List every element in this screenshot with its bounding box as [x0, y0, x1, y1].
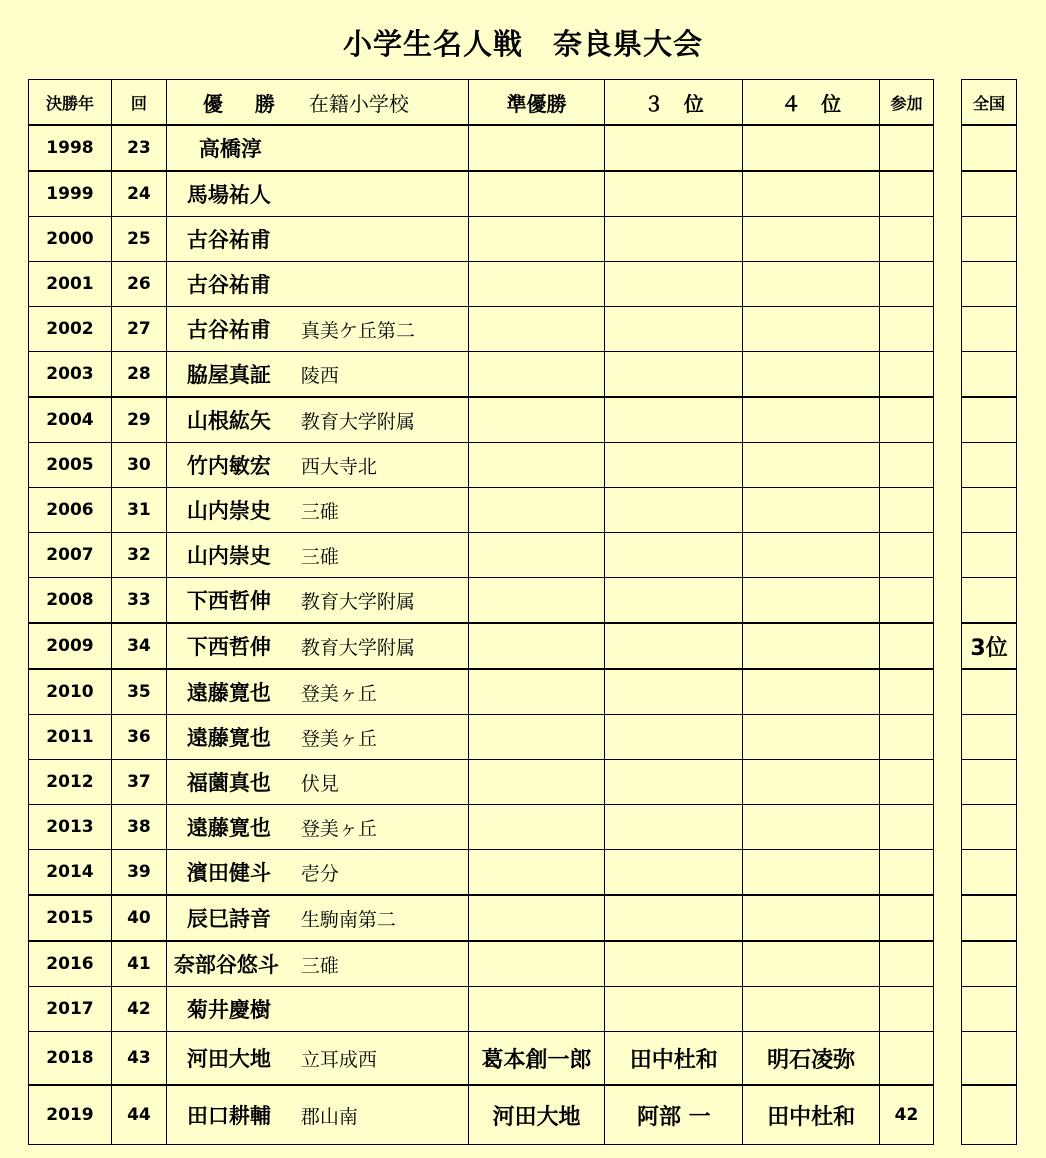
winner-name: 下西哲伸: [186, 589, 271, 613]
school-name: 登美ヶ丘: [300, 728, 377, 750]
table-row: [29, 171, 934, 217]
participants-cell: [880, 533, 934, 578]
table-row: [29, 578, 934, 624]
third-cell: [605, 262, 743, 307]
national-row: [962, 262, 1017, 307]
fourth-cell: [743, 850, 880, 896]
winner-name: 山内崇史: [186, 499, 271, 523]
runner-up-cell: [468, 488, 605, 533]
round-cell: 34: [111, 623, 166, 669]
fourth-cell: [743, 262, 880, 307]
winner-name: 山内崇史: [186, 544, 271, 568]
national-cell: [962, 307, 1017, 352]
school-name: 郡山南: [300, 1106, 358, 1128]
year-cell: 2006: [29, 488, 112, 533]
participants-cell: [880, 125, 934, 171]
year-cell: 2001: [29, 262, 112, 307]
fourth-cell: [743, 669, 880, 715]
national-row: [962, 488, 1017, 533]
fourth-cell: [743, 352, 880, 398]
winner-cell: [166, 125, 468, 171]
runner-up-cell: [468, 578, 605, 624]
third-cell: [605, 352, 743, 398]
winner-name: 高橋淳: [198, 137, 262, 161]
school-name: 三碓: [300, 501, 339, 523]
school-name: 教育大学附属: [300, 411, 415, 433]
header-runner-up: 準優勝: [468, 80, 605, 126]
runner-up-cell: [468, 669, 605, 715]
table-row: [29, 397, 934, 443]
third-cell: [605, 125, 743, 171]
national-header-row: [962, 80, 1017, 126]
table-row: [29, 895, 934, 941]
winner-name: 遠藤寛也: [186, 681, 271, 705]
participants-cell: [880, 352, 934, 398]
year-cell: 2019: [29, 1085, 112, 1145]
winner-name: 奈部谷悠斗: [173, 953, 279, 977]
runner-up-cell: [468, 397, 605, 443]
table-row: [29, 715, 934, 760]
third-cell: 阿部 一: [605, 1085, 743, 1145]
national-row: [962, 669, 1017, 715]
school-name: 立耳成西: [300, 1049, 377, 1071]
participants-cell: [880, 669, 934, 715]
third-cell: [605, 623, 743, 669]
winner-name: 古谷祐甫: [186, 228, 271, 252]
third-cell: [605, 488, 743, 533]
national-row: [962, 850, 1017, 896]
national-cell: [962, 760, 1017, 805]
fourth-cell: [743, 623, 880, 669]
runner-up-cell: [468, 443, 605, 488]
runner-up-cell: 河田大地: [468, 1085, 605, 1145]
national-row: [962, 171, 1017, 217]
winner-name: 福薗真也: [186, 771, 271, 795]
runner-up-cell: [468, 987, 605, 1032]
winner-cell: [166, 941, 468, 987]
school-name: 西大寺北: [300, 456, 377, 478]
year-cell: 2017: [29, 987, 112, 1032]
table-row: [29, 262, 934, 307]
school-name: [299, 275, 301, 297]
year-cell: 2002: [29, 307, 112, 352]
school-name: 壱分: [300, 863, 339, 885]
national-row: [962, 623, 1017, 669]
year-cell: 1998: [29, 125, 112, 171]
winner-cell: [166, 217, 468, 262]
runner-up-cell: [468, 352, 605, 398]
fourth-cell: [743, 715, 880, 760]
participants-cell: [880, 443, 934, 488]
round-cell: 38: [111, 805, 166, 850]
fourth-cell: 明石凌弥: [743, 1032, 880, 1086]
year-cell: 2000: [29, 217, 112, 262]
winner-cell: [166, 533, 468, 578]
results-table: [28, 79, 934, 1145]
school-name: 教育大学附属: [300, 637, 415, 659]
fourth-cell: [743, 171, 880, 217]
header-participants: 参加: [880, 80, 934, 126]
national-cell: [962, 443, 1017, 488]
school-name: [311, 139, 313, 161]
national-row: [962, 443, 1017, 488]
header-winner: [166, 80, 468, 126]
year-cell: 2009: [29, 623, 112, 669]
school-name: 真美ケ丘第二: [300, 320, 415, 342]
national-table: [961, 79, 1017, 1145]
year-cell: 2012: [29, 760, 112, 805]
third-cell: [605, 171, 743, 217]
round-cell: 41: [111, 941, 166, 987]
runner-up-cell: 葛本創一郎: [468, 1032, 605, 1086]
winner-cell: [166, 895, 468, 941]
third-cell: [605, 895, 743, 941]
year-cell: 2016: [29, 941, 112, 987]
national-row: [962, 941, 1017, 987]
fourth-cell: [743, 125, 880, 171]
year-cell: 2013: [29, 805, 112, 850]
third-cell: [605, 217, 743, 262]
national-row: [962, 533, 1017, 578]
school-name: 伏見: [300, 773, 339, 795]
fourth-cell: [743, 578, 880, 624]
runner-up-cell: [468, 125, 605, 171]
participants-cell: [880, 850, 934, 896]
fourth-cell: [743, 987, 880, 1032]
national-cell: [962, 262, 1017, 307]
national-row: [962, 578, 1017, 624]
table-row: [29, 1085, 934, 1145]
winner-cell: [166, 1032, 468, 1086]
participants-cell: [880, 397, 934, 443]
winner-name: 古谷祐甫: [186, 273, 271, 297]
round-cell: 30: [111, 443, 166, 488]
round-cell: 40: [111, 895, 166, 941]
third-cell: [605, 397, 743, 443]
round-cell: 24: [111, 171, 166, 217]
header-round: 回: [111, 80, 166, 126]
round-cell: 32: [111, 533, 166, 578]
table-row: [29, 533, 934, 578]
table-row: [29, 217, 934, 262]
national-row: [962, 125, 1017, 171]
winner-cell: [166, 171, 468, 217]
year-cell: 2011: [29, 715, 112, 760]
winner-cell: [166, 578, 468, 624]
national-row: [962, 307, 1017, 352]
fourth-cell: 田中杜和: [743, 1085, 880, 1145]
participants-cell: [880, 1032, 934, 1086]
runner-up-cell: [468, 307, 605, 352]
table-row: [29, 850, 934, 896]
third-cell: [605, 760, 743, 805]
year-cell: 2003: [29, 352, 112, 398]
winner-name: 辰巳詩音: [186, 907, 271, 931]
round-cell: 35: [111, 669, 166, 715]
third-cell: [605, 533, 743, 578]
round-cell: 36: [111, 715, 166, 760]
national-cell: [962, 578, 1017, 624]
winner-cell: [166, 488, 468, 533]
table-row: [29, 669, 934, 715]
winner-name: 遠藤寛也: [186, 726, 271, 750]
national-cell: [962, 488, 1017, 533]
national-cell: [962, 397, 1017, 443]
participants-cell: [880, 488, 934, 533]
third-cell: [605, 941, 743, 987]
third-cell: [605, 715, 743, 760]
winner-cell: [166, 805, 468, 850]
runner-up-cell: [468, 533, 605, 578]
participants-cell: [880, 987, 934, 1032]
school-name: [299, 230, 301, 252]
participants-cell: [880, 715, 934, 760]
table-row: [29, 623, 934, 669]
third-cell: [605, 987, 743, 1032]
winner-cell: [166, 352, 468, 398]
fourth-cell: [743, 533, 880, 578]
year-cell: 2015: [29, 895, 112, 941]
winner-cell: [166, 397, 468, 443]
national-cell: [962, 895, 1017, 941]
school-name: 生駒南第二: [300, 909, 396, 931]
winner-cell: [166, 715, 468, 760]
round-cell: 33: [111, 578, 166, 624]
table-row: [29, 443, 934, 488]
participants-cell: [880, 307, 934, 352]
fourth-cell: [743, 941, 880, 987]
national-cell: [962, 850, 1017, 896]
page-title: 小学生名人戦 奈良県大会: [342, 27, 703, 61]
winner-cell: [166, 669, 468, 715]
runner-up-cell: [468, 217, 605, 262]
national-cell: [962, 669, 1017, 715]
national-row: [962, 715, 1017, 760]
winner-cell: [166, 443, 468, 488]
fourth-cell: [743, 307, 880, 352]
national-cell: [962, 125, 1017, 171]
header-national: 全国: [962, 80, 1017, 126]
national-row: [962, 760, 1017, 805]
fourth-cell: [743, 895, 880, 941]
national-row: [962, 1032, 1017, 1086]
national-cell: [962, 352, 1017, 398]
runner-up-cell: [468, 850, 605, 896]
national-row: [962, 217, 1017, 262]
table-row: [29, 941, 934, 987]
header-third: ３ 位: [605, 80, 743, 126]
fourth-cell: [743, 217, 880, 262]
year-cell: 2010: [29, 669, 112, 715]
national-cell: [962, 715, 1017, 760]
year-cell: 1999: [29, 171, 112, 217]
national-cell: [962, 533, 1017, 578]
national-row: [962, 987, 1017, 1032]
winner-name: 下西哲伸: [186, 635, 271, 659]
national-row: [962, 1085, 1017, 1145]
runner-up-cell: [468, 805, 605, 850]
runner-up-cell: [468, 760, 605, 805]
round-cell: 28: [111, 352, 166, 398]
national-cell: [962, 805, 1017, 850]
runner-up-cell: [468, 895, 605, 941]
table-row: [29, 1032, 934, 1086]
third-cell: 田中杜和: [605, 1032, 743, 1086]
winner-cell: [166, 262, 468, 307]
fourth-cell: [743, 760, 880, 805]
year-cell: 2018: [29, 1032, 112, 1086]
round-cell: 44: [111, 1085, 166, 1145]
header-year: 決勝年: [29, 80, 112, 126]
participants-cell: [880, 805, 934, 850]
winner-name: 古谷祐甫: [186, 318, 271, 342]
winner-name: 竹内敏宏: [186, 454, 271, 478]
round-cell: 29: [111, 397, 166, 443]
national-row: [962, 352, 1017, 398]
participants-cell: [880, 895, 934, 941]
fourth-cell: [743, 488, 880, 533]
fourth-cell: [743, 443, 880, 488]
runner-up-cell: [468, 715, 605, 760]
third-cell: [605, 443, 743, 488]
runner-up-cell: [468, 941, 605, 987]
national-row: [962, 805, 1017, 850]
participants-cell: [880, 578, 934, 624]
winner-name: 河田大地: [186, 1047, 271, 1071]
winner-cell: [166, 987, 468, 1032]
winner-name: 遠藤寛也: [186, 816, 271, 840]
participants-cell: [880, 171, 934, 217]
table-row: [29, 352, 934, 398]
year-cell: 2004: [29, 397, 112, 443]
school-name: 登美ヶ丘: [300, 683, 377, 705]
table-row: [29, 125, 934, 171]
participants-cell: [880, 262, 934, 307]
runner-up-cell: [468, 171, 605, 217]
winner-name: 菊井慶樹: [186, 998, 271, 1022]
round-cell: 43: [111, 1032, 166, 1086]
third-cell: [605, 307, 743, 352]
winner-cell: [166, 760, 468, 805]
third-cell: [605, 669, 743, 715]
table-row: [29, 488, 934, 533]
winner-cell: [166, 1085, 468, 1145]
table-row: [29, 307, 934, 352]
third-cell: [605, 805, 743, 850]
year-cell: 2008: [29, 578, 112, 624]
winner-name: 馬場祐人: [186, 183, 271, 207]
winner-name: 田口耕輔: [186, 1104, 271, 1128]
fourth-cell: [743, 397, 880, 443]
round-cell: 31: [111, 488, 166, 533]
national-cell: [962, 217, 1017, 262]
header-row: [29, 80, 934, 126]
winner-cell: [166, 623, 468, 669]
fourth-cell: [743, 805, 880, 850]
winner-name: 濱田健斗: [186, 861, 271, 885]
participants-cell: 42: [880, 1085, 934, 1145]
national-cell: [962, 171, 1017, 217]
round-cell: 39: [111, 850, 166, 896]
year-cell: 2014: [29, 850, 112, 896]
national-cell: [962, 1032, 1017, 1086]
school-name: [299, 185, 301, 207]
winner-cell: [166, 307, 468, 352]
round-cell: 42: [111, 987, 166, 1032]
national-cell: [962, 941, 1017, 987]
winner-cell: [166, 850, 468, 896]
participants-cell: [880, 941, 934, 987]
participants-cell: [880, 623, 934, 669]
school-name: 登美ヶ丘: [300, 818, 377, 840]
national-row: [962, 895, 1017, 941]
round-cell: 37: [111, 760, 166, 805]
round-cell: 27: [111, 307, 166, 352]
school-name: 三碓: [300, 955, 339, 977]
school-name: 三碓: [300, 546, 339, 568]
table-row: [29, 760, 934, 805]
third-cell: [605, 850, 743, 896]
runner-up-cell: [468, 262, 605, 307]
participants-cell: [880, 760, 934, 805]
header-winner-label: 優 勝: [202, 91, 281, 116]
table-row: [29, 987, 934, 1032]
national-cell: [962, 987, 1017, 1032]
runner-up-cell: [468, 623, 605, 669]
national-cell: 3位: [962, 623, 1017, 669]
table-row: [29, 805, 934, 850]
round-cell: 25: [111, 217, 166, 262]
year-cell: 2007: [29, 533, 112, 578]
school-name: 陵西: [300, 365, 339, 387]
third-cell: [605, 578, 743, 624]
round-cell: 23: [111, 125, 166, 171]
round-cell: 26: [111, 262, 166, 307]
school-name: 教育大学附属: [300, 591, 415, 613]
participants-cell: [880, 217, 934, 262]
national-row: [962, 397, 1017, 443]
header-school-label: 在籍小学校: [308, 91, 409, 116]
winner-name: 山根紘矢: [186, 409, 271, 433]
header-fourth: ４ 位: [743, 80, 880, 126]
year-cell: 2005: [29, 443, 112, 488]
school-name: [299, 1000, 301, 1022]
winner-name: 脇屋真証: [186, 363, 271, 387]
national-cell: [962, 1085, 1017, 1145]
